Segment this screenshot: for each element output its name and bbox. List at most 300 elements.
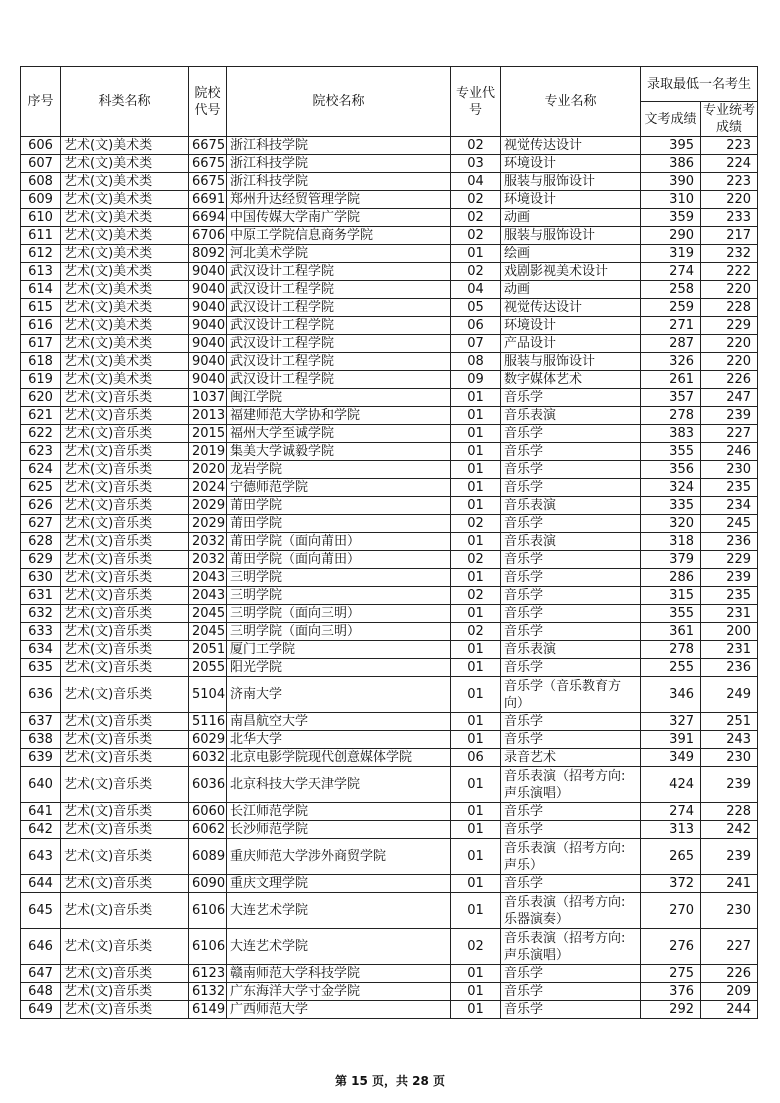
cell-culture-score: 290 — [641, 227, 701, 245]
table-row — [21, 893, 758, 929]
cell-major-score: 243 — [701, 731, 758, 749]
cell-category: 艺术(文)音乐类 — [61, 389, 189, 407]
cell-school-code: 2019 — [189, 443, 227, 461]
table-row — [21, 155, 758, 173]
header-category: 科类名称 — [61, 67, 189, 137]
cell-major-name: 动画 — [501, 209, 641, 227]
cell-seq: 634 — [21, 641, 61, 659]
cell-major-code: 06 — [451, 749, 501, 767]
cell-culture-score: 326 — [641, 353, 701, 371]
cell-major-score: 235 — [701, 479, 758, 497]
cell-major-score: 223 — [701, 137, 758, 155]
cell-seq: 628 — [21, 533, 61, 551]
cell-school-code: 2020 — [189, 461, 227, 479]
cell-school-name: 武汉设计工程学院 — [227, 353, 451, 371]
cell-school-name: 三明学院 — [227, 569, 451, 587]
cell-major-code: 04 — [451, 173, 501, 191]
cell-major-name: 视觉传达设计 — [501, 299, 641, 317]
cell-major-score: 247 — [701, 389, 758, 407]
cell-school-code: 2051 — [189, 641, 227, 659]
cell-seq: 626 — [21, 497, 61, 515]
cell-category: 艺术(文)美术类 — [61, 299, 189, 317]
cell-major-score: 236 — [701, 533, 758, 551]
table-row — [21, 479, 758, 497]
cell-culture-score: 276 — [641, 929, 701, 965]
cell-major-score: 228 — [701, 803, 758, 821]
cell-seq: 640 — [21, 767, 61, 803]
cell-category: 艺术(文)音乐类 — [61, 551, 189, 569]
cell-seq: 623 — [21, 443, 61, 461]
cell-school-name: 济南大学 — [227, 677, 451, 713]
cell-major-code: 02 — [451, 623, 501, 641]
cell-culture-score: 361 — [641, 623, 701, 641]
cell-major-code: 01 — [451, 821, 501, 839]
cell-category: 艺术(文)音乐类 — [61, 875, 189, 893]
cell-major-score: 235 — [701, 587, 758, 605]
header-school-code: 院校代号 — [189, 67, 227, 137]
cell-culture-score: 355 — [641, 443, 701, 461]
cell-culture-score: 349 — [641, 749, 701, 767]
cell-major-name: 绘画 — [501, 245, 641, 263]
header-seq: 序号 — [21, 67, 61, 137]
cell-category: 艺术(文)音乐类 — [61, 983, 189, 1001]
cell-category: 艺术(文)音乐类 — [61, 443, 189, 461]
cell-culture-score: 335 — [641, 497, 701, 515]
cell-seq: 649 — [21, 1001, 61, 1019]
cell-major-score: 233 — [701, 209, 758, 227]
cell-major-name: 音乐表演（招考方向:乐器演奏） — [501, 893, 641, 929]
cell-seq: 612 — [21, 245, 61, 263]
cell-category: 艺术(文)美术类 — [61, 263, 189, 281]
table-row — [21, 191, 758, 209]
cell-major-code: 02 — [451, 137, 501, 155]
cell-school-name: 武汉设计工程学院 — [227, 317, 451, 335]
cell-school-code: 6060 — [189, 803, 227, 821]
cell-major-name: 音乐学 — [501, 1001, 641, 1019]
cell-culture-score: 379 — [641, 551, 701, 569]
cell-school-name: 浙江科技学院 — [227, 173, 451, 191]
cell-seq: 638 — [21, 731, 61, 749]
header-major-code: 专业代号 — [451, 67, 501, 137]
cell-major-code: 01 — [451, 605, 501, 623]
table-row — [21, 731, 758, 749]
cell-school-name: 龙岩学院 — [227, 461, 451, 479]
cell-category: 艺术(文)美术类 — [61, 191, 189, 209]
cell-major-score: 232 — [701, 245, 758, 263]
cell-major-name: 音乐表演 — [501, 407, 641, 425]
cell-seq: 641 — [21, 803, 61, 821]
cell-seq: 631 — [21, 587, 61, 605]
cell-seq: 625 — [21, 479, 61, 497]
cell-culture-score: 259 — [641, 299, 701, 317]
table-row — [21, 353, 758, 371]
cell-school-name: 武汉设计工程学院 — [227, 335, 451, 353]
table-row — [21, 875, 758, 893]
cell-major-code: 01 — [451, 731, 501, 749]
cell-school-code: 6106 — [189, 893, 227, 929]
cell-school-name: 武汉设计工程学院 — [227, 281, 451, 299]
cell-culture-score: 318 — [641, 533, 701, 551]
cell-category: 艺术(文)音乐类 — [61, 929, 189, 965]
cell-school-name: 阳光学院 — [227, 659, 451, 677]
cell-school-code: 2055 — [189, 659, 227, 677]
cell-category: 艺术(文)音乐类 — [61, 515, 189, 533]
cell-major-score: 200 — [701, 623, 758, 641]
cell-category: 艺术(文)音乐类 — [61, 803, 189, 821]
table-row — [21, 227, 758, 245]
cell-category: 艺术(文)美术类 — [61, 317, 189, 335]
cell-major-code: 01 — [451, 1001, 501, 1019]
cell-major-code: 02 — [451, 515, 501, 533]
cell-school-name: 莆田学院（面向莆田） — [227, 551, 451, 569]
cell-seq: 643 — [21, 839, 61, 875]
admission-table — [20, 66, 758, 1019]
cell-culture-score: 390 — [641, 173, 701, 191]
cell-category: 艺术(文)美术类 — [61, 137, 189, 155]
table-row — [21, 209, 758, 227]
cell-major-name: 服装与服饰设计 — [501, 227, 641, 245]
cell-school-code: 6132 — [189, 983, 227, 1001]
table-row — [21, 659, 758, 677]
table-row — [21, 173, 758, 191]
cell-school-name: 闽江学院 — [227, 389, 451, 407]
cell-major-score: 217 — [701, 227, 758, 245]
cell-major-name: 音乐学 — [501, 713, 641, 731]
cell-school-code: 2032 — [189, 533, 227, 551]
cell-culture-score: 372 — [641, 875, 701, 893]
cell-category: 艺术(文)音乐类 — [61, 407, 189, 425]
cell-culture-score: 327 — [641, 713, 701, 731]
cell-major-name: 音乐表演（招考方向:声乐） — [501, 839, 641, 875]
cell-culture-score: 275 — [641, 965, 701, 983]
cell-category: 艺术(文)音乐类 — [61, 425, 189, 443]
cell-major-score: 228 — [701, 299, 758, 317]
table-row — [21, 137, 758, 155]
cell-school-name: 广西师范大学 — [227, 1001, 451, 1019]
cell-major-score: 241 — [701, 875, 758, 893]
cell-school-name: 北京电影学院现代创意媒体学院 — [227, 749, 451, 767]
cell-major-code: 01 — [451, 677, 501, 713]
cell-major-code: 02 — [451, 227, 501, 245]
cell-major-code: 01 — [451, 803, 501, 821]
cell-school-code: 9040 — [189, 371, 227, 389]
cell-major-name: 音乐学 — [501, 605, 641, 623]
table-row — [21, 821, 758, 839]
cell-category: 艺术(文)音乐类 — [61, 821, 189, 839]
cell-major-name: 音乐学 — [501, 587, 641, 605]
cell-major-name: 音乐学 — [501, 623, 641, 641]
table-row — [21, 587, 758, 605]
cell-culture-score: 355 — [641, 605, 701, 623]
cell-major-name: 音乐学 — [501, 875, 641, 893]
cell-category: 艺术(文)音乐类 — [61, 659, 189, 677]
cell-major-code: 01 — [451, 875, 501, 893]
cell-school-code: 9040 — [189, 335, 227, 353]
cell-seq: 618 — [21, 353, 61, 371]
cell-major-score: 209 — [701, 983, 758, 1001]
cell-school-code: 2043 — [189, 587, 227, 605]
cell-category: 艺术(文)美术类 — [61, 155, 189, 173]
cell-school-code: 2045 — [189, 605, 227, 623]
cell-school-code: 2013 — [189, 407, 227, 425]
cell-seq: 629 — [21, 551, 61, 569]
cell-culture-score: 324 — [641, 479, 701, 497]
cell-category: 艺术(文)音乐类 — [61, 461, 189, 479]
cell-school-code: 6106 — [189, 929, 227, 965]
cell-seq: 635 — [21, 659, 61, 677]
cell-culture-score: 320 — [641, 515, 701, 533]
cell-school-code: 6706 — [189, 227, 227, 245]
cell-major-score: 230 — [701, 461, 758, 479]
cell-school-name: 重庆师范大学涉外商贸学院 — [227, 839, 451, 875]
cell-major-score: 231 — [701, 605, 758, 623]
cell-school-code: 6149 — [189, 1001, 227, 1019]
cell-major-code: 02 — [451, 191, 501, 209]
cell-major-score: 245 — [701, 515, 758, 533]
cell-category: 艺术(文)音乐类 — [61, 641, 189, 659]
cell-major-name: 音乐学 — [501, 389, 641, 407]
cell-major-name: 音乐表演 — [501, 533, 641, 551]
table-row — [21, 443, 758, 461]
cell-seq: 646 — [21, 929, 61, 965]
cell-seq: 606 — [21, 137, 61, 155]
cell-major-code: 01 — [451, 497, 501, 515]
cell-culture-score: 319 — [641, 245, 701, 263]
cell-major-name: 音乐学 — [501, 479, 641, 497]
cell-category: 艺术(文)音乐类 — [61, 1001, 189, 1019]
cell-seq: 637 — [21, 713, 61, 731]
cell-major-code: 01 — [451, 659, 501, 677]
cell-seq: 616 — [21, 317, 61, 335]
cell-major-code: 01 — [451, 767, 501, 803]
cell-major-name: 产品设计 — [501, 335, 641, 353]
cell-seq: 615 — [21, 299, 61, 317]
cell-school-name: 宁德师范学院 — [227, 479, 451, 497]
cell-school-code: 5116 — [189, 713, 227, 731]
cell-school-name: 三明学院（面向三明） — [227, 623, 451, 641]
cell-major-score: 224 — [701, 155, 758, 173]
cell-category: 艺术(文)美术类 — [61, 371, 189, 389]
cell-school-name: 武汉设计工程学院 — [227, 299, 451, 317]
cell-school-name: 大连艺术学院 — [227, 929, 451, 965]
cell-school-name: 中原工学院信息商务学院 — [227, 227, 451, 245]
cell-school-code: 6029 — [189, 731, 227, 749]
cell-category: 艺术(文)美术类 — [61, 335, 189, 353]
cell-school-name: 赣南师范大学科技学院 — [227, 965, 451, 983]
cell-major-code: 01 — [451, 713, 501, 731]
cell-major-code: 01 — [451, 983, 501, 1001]
cell-major-code: 02 — [451, 929, 501, 965]
cell-major-code: 01 — [451, 533, 501, 551]
cell-major-score: 226 — [701, 371, 758, 389]
cell-school-name: 长江师范学院 — [227, 803, 451, 821]
cell-seq: 639 — [21, 749, 61, 767]
cell-major-code: 01 — [451, 839, 501, 875]
cell-major-score: 226 — [701, 965, 758, 983]
table-row — [21, 569, 758, 587]
table-row — [21, 749, 758, 767]
cell-seq: 621 — [21, 407, 61, 425]
table-row — [21, 803, 758, 821]
cell-school-name: 南昌航空大学 — [227, 713, 451, 731]
cell-culture-score: 274 — [641, 803, 701, 821]
cell-category: 艺术(文)音乐类 — [61, 731, 189, 749]
cell-culture-score: 386 — [641, 155, 701, 173]
cell-school-code: 2015 — [189, 425, 227, 443]
cell-school-name: 武汉设计工程学院 — [227, 371, 451, 389]
cell-school-name: 大连艺术学院 — [227, 893, 451, 929]
cell-culture-score: 271 — [641, 317, 701, 335]
cell-culture-score: 356 — [641, 461, 701, 479]
cell-culture-score: 292 — [641, 1001, 701, 1019]
cell-culture-score: 359 — [641, 209, 701, 227]
cell-culture-score: 274 — [641, 263, 701, 281]
cell-major-name: 音乐学 — [501, 965, 641, 983]
cell-major-code: 01 — [451, 425, 501, 443]
table-row — [21, 389, 758, 407]
cell-seq: 627 — [21, 515, 61, 533]
cell-school-code: 2032 — [189, 551, 227, 569]
cell-major-code: 03 — [451, 155, 501, 173]
table-row — [21, 623, 758, 641]
cell-seq: 645 — [21, 893, 61, 929]
cell-category: 艺术(文)音乐类 — [61, 965, 189, 983]
cell-major-name: 录音艺术 — [501, 749, 641, 767]
cell-school-code: 9040 — [189, 353, 227, 371]
cell-culture-score: 315 — [641, 587, 701, 605]
cell-major-score: 244 — [701, 1001, 758, 1019]
header-major-name: 专业名称 — [501, 67, 641, 137]
cell-category: 艺术(文)美术类 — [61, 281, 189, 299]
cell-seq: 622 — [21, 425, 61, 443]
table-row — [21, 983, 758, 1001]
cell-major-score: 230 — [701, 749, 758, 767]
cell-major-name: 视觉传达设计 — [501, 137, 641, 155]
cell-category: 艺术(文)音乐类 — [61, 749, 189, 767]
cell-school-name: 长沙师范学院 — [227, 821, 451, 839]
cell-category: 艺术(文)美术类 — [61, 245, 189, 263]
cell-seq: 647 — [21, 965, 61, 983]
cell-major-score: 239 — [701, 407, 758, 425]
cell-major-name: 戏剧影视美术设计 — [501, 263, 641, 281]
cell-culture-score: 286 — [641, 569, 701, 587]
cell-major-score: 227 — [701, 929, 758, 965]
cell-major-score: 246 — [701, 443, 758, 461]
cell-culture-score: 270 — [641, 893, 701, 929]
cell-school-code: 6032 — [189, 749, 227, 767]
cell-major-code: 01 — [451, 965, 501, 983]
table-row — [21, 335, 758, 353]
table-row — [21, 1001, 758, 1019]
table-row — [21, 641, 758, 659]
cell-category: 艺术(文)音乐类 — [61, 893, 189, 929]
cell-major-code: 04 — [451, 281, 501, 299]
cell-school-code: 6691 — [189, 191, 227, 209]
table-row — [21, 299, 758, 317]
table-body — [21, 137, 758, 1019]
table-row — [21, 371, 758, 389]
cell-school-name: 武汉设计工程学院 — [227, 263, 451, 281]
cell-school-code: 2029 — [189, 497, 227, 515]
table-row — [21, 281, 758, 299]
cell-school-name: 福建师范大学协和学院 — [227, 407, 451, 425]
cell-category: 艺术(文)音乐类 — [61, 533, 189, 551]
cell-major-code: 08 — [451, 353, 501, 371]
table-row — [21, 407, 758, 425]
cell-major-score: 220 — [701, 281, 758, 299]
cell-major-score: 222 — [701, 263, 758, 281]
cell-school-name: 浙江科技学院 — [227, 155, 451, 173]
cell-major-score: 227 — [701, 425, 758, 443]
cell-major-score: 239 — [701, 767, 758, 803]
header-lowest-admitted: 录取最低一名考生 — [641, 67, 758, 102]
cell-major-score: 251 — [701, 713, 758, 731]
cell-category: 艺术(文)音乐类 — [61, 587, 189, 605]
table-row — [21, 551, 758, 569]
cell-school-name: 莆田学院 — [227, 497, 451, 515]
cell-category: 艺术(文)美术类 — [61, 173, 189, 191]
cell-seq: 610 — [21, 209, 61, 227]
cell-category: 艺术(文)美术类 — [61, 227, 189, 245]
cell-major-name: 音乐学 — [501, 803, 641, 821]
table-row — [21, 929, 758, 965]
cell-major-score: 220 — [701, 335, 758, 353]
cell-major-name: 音乐学 — [501, 425, 641, 443]
table-row — [21, 461, 758, 479]
cell-school-code: 9040 — [189, 317, 227, 335]
cell-major-code: 02 — [451, 209, 501, 227]
cell-major-name: 音乐学 — [501, 569, 641, 587]
cell-major-code: 01 — [451, 893, 501, 929]
cell-school-code: 2043 — [189, 569, 227, 587]
cell-seq: 614 — [21, 281, 61, 299]
cell-category: 艺术(文)美术类 — [61, 353, 189, 371]
cell-major-name: 数字媒体艺术 — [501, 371, 641, 389]
cell-seq: 648 — [21, 983, 61, 1001]
cell-school-name: 三明学院（面向三明） — [227, 605, 451, 623]
cell-major-score: 230 — [701, 893, 758, 929]
cell-culture-score: 255 — [641, 659, 701, 677]
cell-major-name: 动画 — [501, 281, 641, 299]
cell-major-score: 229 — [701, 551, 758, 569]
cell-culture-score: 310 — [641, 191, 701, 209]
cell-category: 艺术(文)音乐类 — [61, 839, 189, 875]
cell-school-name: 广东海洋大学寸金学院 — [227, 983, 451, 1001]
cell-major-code: 01 — [451, 245, 501, 263]
table-row — [21, 839, 758, 875]
cell-school-code: 9040 — [189, 299, 227, 317]
table-row — [21, 677, 758, 713]
cell-school-code: 9040 — [189, 281, 227, 299]
cell-major-score: 220 — [701, 191, 758, 209]
cell-school-name: 中国传媒大学南广学院 — [227, 209, 451, 227]
cell-school-name: 三明学院 — [227, 587, 451, 605]
cell-culture-score: 391 — [641, 731, 701, 749]
cell-school-name: 集美大学诚毅学院 — [227, 443, 451, 461]
cell-seq: 608 — [21, 173, 61, 191]
cell-culture-score: 278 — [641, 641, 701, 659]
cell-seq: 619 — [21, 371, 61, 389]
cell-category: 艺术(文)音乐类 — [61, 677, 189, 713]
cell-school-code: 6062 — [189, 821, 227, 839]
cell-culture-score: 258 — [641, 281, 701, 299]
cell-culture-score: 265 — [641, 839, 701, 875]
cell-category: 艺术(文)音乐类 — [61, 605, 189, 623]
cell-seq: 644 — [21, 875, 61, 893]
cell-school-name: 北京科技大学天津学院 — [227, 767, 451, 803]
cell-major-score: 220 — [701, 353, 758, 371]
cell-major-score: 234 — [701, 497, 758, 515]
